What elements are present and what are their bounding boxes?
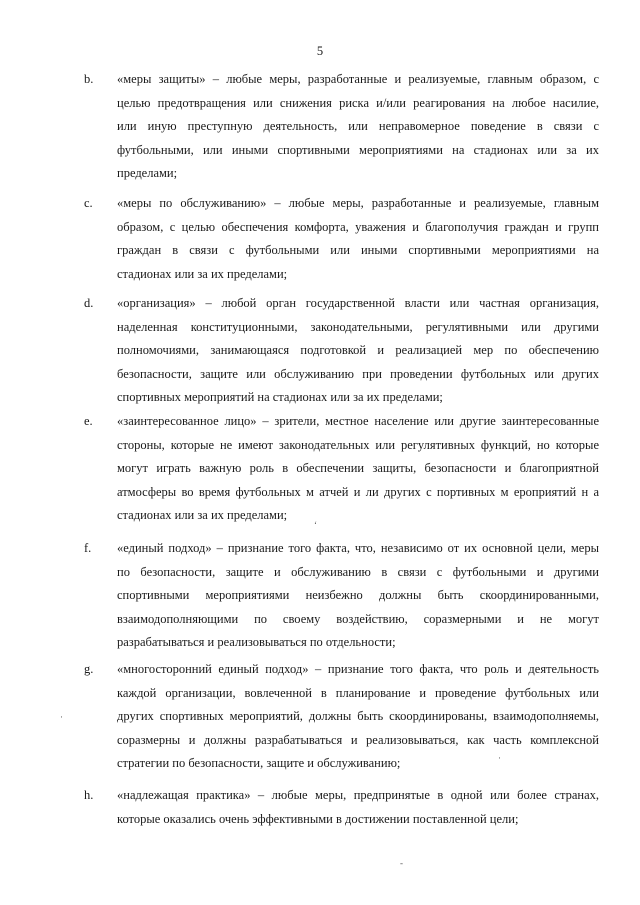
text-line: образом, с целью обеспечения комфорта, уважения и благополучия граждан и групп [117, 219, 599, 234]
text-line: атмосферы во время футбольных м атчей и ли других с портивных м ероприятий н а [117, 484, 599, 499]
text-line: «единый подход» – признание того факта, что, независимо от их основной цели, меры [117, 541, 599, 555]
item-text [117, 68, 599, 186]
item-letter: g. [84, 662, 94, 676]
text-line: каждой организации, вовлеченной в планирование и проведение футбольных или [117, 685, 599, 700]
text-line: футбольными, или иными спортивными мероприятиями на стадионах или за их [117, 142, 599, 157]
text-line: стадионах или за их пределами; [117, 266, 288, 281]
item-text [117, 192, 599, 286]
text-line: могут играть важную роль в обеспечении защиты, безопасности и благоприятной [117, 461, 599, 475]
text-line: полномочиями, занимающаяся подготовкой и реализацией мер по обеспечению [117, 343, 599, 357]
text-line: разрабатываться и реализовываться по отдельности; [117, 635, 396, 649]
item-letter: f. [84, 541, 92, 555]
item-text [117, 658, 599, 776]
item-text [117, 784, 599, 831]
item-letter: c. [84, 196, 93, 210]
item-letter: h. [84, 788, 94, 802]
text-line: безопасности, защите или обслуживанию при проведении футбольных или других [117, 366, 599, 381]
text-line: пределами; [117, 166, 178, 180]
text-line: других спортивных мероприятий, должны быть скоординированы, взаимодополняемы, [117, 709, 599, 723]
scan-speck: · [498, 753, 501, 763]
scan-speck: · [60, 712, 63, 722]
text-line: «меры защиты» – любые меры, разработанные и реализуемые, главным образом, с [117, 72, 599, 86]
text-line: наделенная конституционными, законодательными, регулятивными или другими [117, 319, 599, 334]
text-line: «надлежащая практика» – любые меры, предпринятые в одной или более странах, [117, 788, 599, 802]
text-line: «заинтересованное лицо» – зрители, местное население или другие заинтересованные [117, 414, 599, 428]
text-line: по безопасности, защите и обслуживанию в связи с футбольными и другими [117, 564, 599, 579]
item-text [117, 292, 599, 410]
text-line: соразмерны и должны разрабатываться и реализовываться, как часть комплексной [117, 732, 599, 747]
text-line: граждан в связи с футбольными или иными спортивными мероприятиями на [117, 243, 599, 257]
page-number: 5 [316, 44, 324, 58]
text-line: которые оказались очень эффективными в достижении поставленной цели; [117, 811, 519, 826]
scan-speck: ‘ [314, 520, 317, 530]
text-line: взаимодополняющими по своему воздействию, соразмерными и не могут [117, 611, 599, 626]
text-line: целью предотвращения или снижения риска и/или реагирования на любое насилие, [117, 95, 599, 110]
text-line: «многосторонний единый подход» – признание того факта, что роль и деятельность [117, 662, 599, 676]
text-line: «организация» – любой орган государственной власти или частная организация, [117, 296, 599, 310]
text-line: стадионах или за их пределами; [117, 508, 288, 522]
text-line: «меры по обслуживанию» – любые меры, разработанные и реализуемые, главным [117, 196, 599, 210]
text-line: спортивными мероприятиями неизбежно должны быть скоординированными, [117, 588, 599, 602]
text-line: спортивных мероприятий на стадионах или за их пределами; [117, 390, 443, 404]
text-line: стороны, которые не имеют законодательных или регулятивных функций, но которые [117, 437, 599, 452]
item-letter: d. [84, 296, 94, 310]
text-line: или иную преступную деятельность, или неправомерное поведение в связи с [117, 119, 599, 133]
item-text [117, 537, 599, 655]
item-letter: b. [84, 72, 94, 86]
item-text [117, 410, 599, 528]
scan-speck: - [400, 858, 403, 868]
item-letter: e. [84, 414, 93, 428]
text-line: стратегии по безопасности, защите и обслуживанию; [117, 756, 401, 770]
